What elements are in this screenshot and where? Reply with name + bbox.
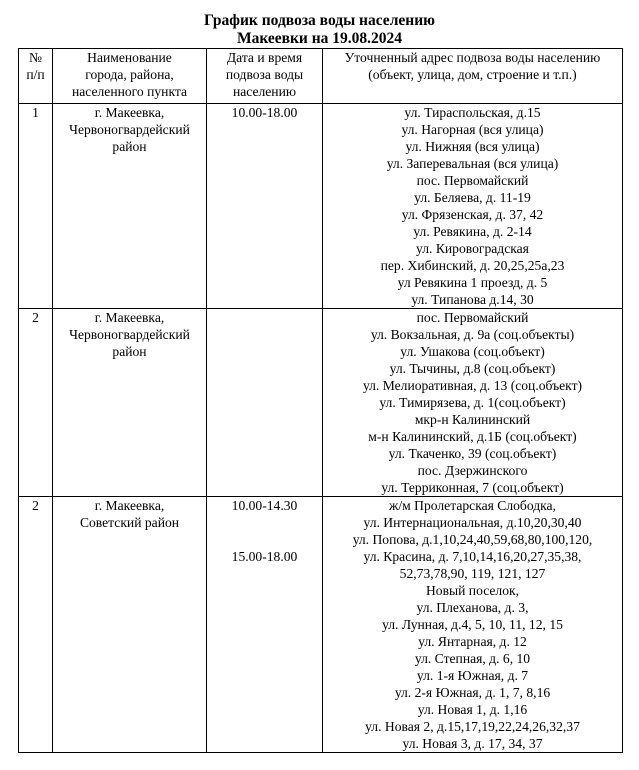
time-text: 15.00-18.00 <box>231 549 298 564</box>
header-address <box>323 49 623 104</box>
address-line: ул. 2-я Южная, д. 1, 7, 8,16 <box>394 685 551 700</box>
title-line-2: Макеевки на 19.08.2024 <box>236 30 403 47</box>
address-line: ул. Ревякина, д. 2-14 <box>413 224 532 239</box>
row-number-cell <box>19 309 53 497</box>
header-text: п/п <box>26 67 45 82</box>
address-line: ул Ревякина 1 проезд, д. 5 <box>397 275 548 290</box>
address-line: мкр-н Калининский <box>414 412 531 427</box>
header-text: города, района, <box>85 67 174 82</box>
time-cell <box>207 309 323 497</box>
address-line: ул. Янтарная, д. 12 <box>418 634 527 649</box>
table-row <box>19 104 623 309</box>
address-line: 52,73,78,90, 119, 121, 127 <box>399 566 546 581</box>
header-text: Дата и время <box>226 50 303 65</box>
place-text: Червоногвардейский <box>69 327 190 342</box>
address-line: ул. Красина, д. 7,10,14,16,20,27,35,38, <box>363 549 582 564</box>
water-schedule-table <box>18 48 623 753</box>
address-line: ул. Новая 2, д.15,17,19,22,24,26,32,37 <box>365 719 580 734</box>
row-number: 2 <box>32 310 39 325</box>
row-number-cell <box>19 497 53 753</box>
row-number: 2 <box>32 498 39 513</box>
time-spacer <box>207 514 322 548</box>
address-line: ул. Нагорная (вся улица) <box>401 122 544 137</box>
row-number-cell <box>19 104 53 309</box>
address-line: ж/м Пролетарская Слободка, <box>389 498 556 513</box>
address-cell <box>323 104 623 309</box>
header-text: населенного пункта <box>71 84 188 99</box>
title-line-1: График подвоза воды населению <box>204 12 435 29</box>
address-line: ул. Нижняя (вся улица) <box>405 139 540 154</box>
address-line: ул. Степная, д. 6, 10 <box>414 651 531 666</box>
address-line: пос. Первомайский <box>416 310 529 325</box>
address-line: ул. Терриконная, 7 (соц.объект) <box>381 480 564 495</box>
header-text: подвоза воды <box>225 67 304 82</box>
address-line: ул. Вокзальная, д. 9а (соц.объекты) <box>370 327 575 342</box>
address-line: м-н Калининский, д.1Б (соц.объект) <box>368 429 577 444</box>
address-line: ул. Тираспольская, д.15 <box>404 105 541 120</box>
address-line: ул. Тычины, д.8 (соц.объект) <box>389 361 556 376</box>
address-cell <box>323 497 623 753</box>
address-line: ул. 1-я Южная, д. 7 <box>416 668 529 683</box>
table-row <box>19 309 623 497</box>
address-line: ул. Тимирязева, д. 1(соц.объект) <box>379 395 566 410</box>
address-line: ул. Ушакова (соц.объект) <box>400 344 545 359</box>
table-row <box>19 497 623 753</box>
header-number <box>19 49 53 104</box>
time-text: 10.00-18.00 <box>231 105 298 120</box>
address-line: ул. Лунная, д.4, 5, 10, 11, 12, 15 <box>382 617 563 632</box>
address-line: пер. Хибинский, д. 20,25,25а,23 <box>380 258 565 273</box>
address-line: ул. Интернациональная, д.10,20,30,40 <box>363 515 582 530</box>
address-line: ул. Мелиоративная, д. 13 (соц.объект) <box>362 378 583 393</box>
place-text: г. Макеевка, <box>94 310 165 325</box>
address-line: ул. Кировоградская <box>416 241 529 256</box>
place-text: район <box>112 139 147 154</box>
address-line: ул. Беляева, д. 11-19 <box>414 190 531 205</box>
header-text: населению <box>232 84 297 99</box>
address-line: ул. Фрязенская, д. 37, 42 <box>401 207 544 222</box>
time-cell <box>207 104 323 309</box>
address-line: ул. Заперевальная (вся улица) <box>386 156 559 171</box>
time-text: 10.00-14.30 <box>231 498 298 513</box>
place-text: Советский район <box>79 515 180 530</box>
address-line: пос. Первомайский <box>416 173 529 188</box>
place-text: район <box>112 344 147 359</box>
header-time <box>207 49 323 104</box>
place-text: г. Макеевка, <box>94 105 165 120</box>
place-text: Червоногвардейский <box>69 122 190 137</box>
place-cell <box>53 497 207 753</box>
place-cell <box>53 309 207 497</box>
header-text: (объект, улица, дом, строение и т.п.) <box>368 67 577 82</box>
address-cell <box>323 309 623 497</box>
place-text: г. Макеевка, <box>94 498 165 513</box>
address-line: пос. Дзержинского <box>417 463 528 478</box>
header-place <box>53 49 207 104</box>
address-line: ул. Новая 3, д. 17, 34, 37 <box>402 736 543 751</box>
address-line: ул. Ткаченко, 39 (соц.объект) <box>388 446 557 461</box>
address-line: ул. Плеханова, д. 3, <box>416 600 529 615</box>
address-line: ул. Новая 1, д. 1,16 <box>417 702 528 717</box>
address-line: Новый поселок, <box>425 583 520 598</box>
header-text: Наименование <box>87 50 172 65</box>
row-number: 1 <box>32 105 39 120</box>
time-cell <box>207 497 323 753</box>
address-line: ул. Попова, д.1,10,24,40,59,68,80,100,120, <box>352 532 593 547</box>
place-cell <box>53 104 207 309</box>
header-text: № <box>29 50 42 65</box>
header-text: Уточненный адрес подвоза воды населению <box>344 50 601 65</box>
address-line: ул. Типанова д.14, 30 <box>411 292 534 307</box>
header-row <box>19 49 623 104</box>
